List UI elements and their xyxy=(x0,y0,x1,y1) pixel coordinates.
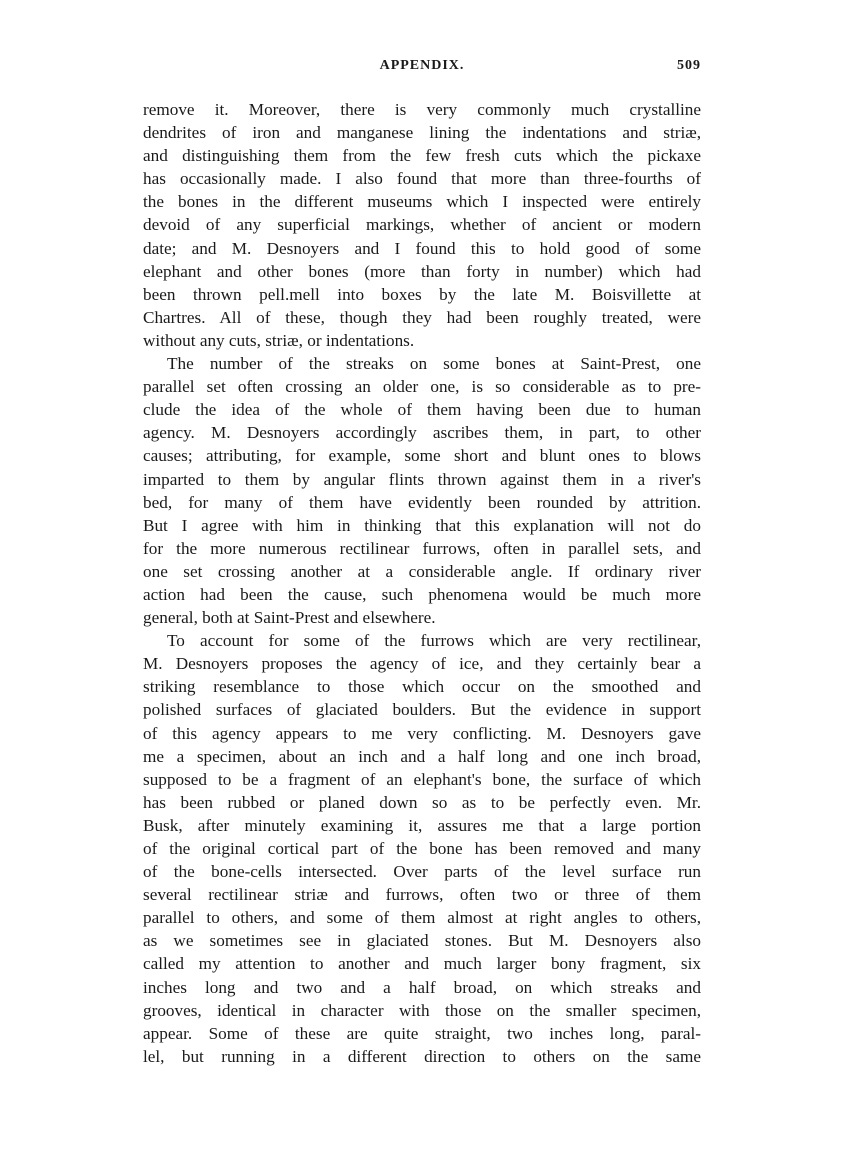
body-text xyxy=(143,98,701,1068)
text-line: several rectilinear striæ and furrows, often two or three of them xyxy=(143,885,701,905)
text-line: one set crossing another at a considerable angle. If ordinary river xyxy=(143,561,701,581)
text-line: of the bone-cells intersected. Over parts of the level surface run xyxy=(143,862,701,882)
running-header xyxy=(143,58,701,78)
paragraph xyxy=(143,629,701,1068)
text-line: has been rubbed or planed down so as to be perfectly even. Mr. xyxy=(143,792,701,812)
text-line: parallel to others, and some of them almost at right angles to others, xyxy=(143,908,701,928)
text-line: To account for some of the furrows which are very rectilinear, xyxy=(167,631,701,651)
text-line: appear. Some of these are quite straight, two inches long, paral- xyxy=(143,1023,701,1043)
text-line: for the more numerous rectilinear furrows, often in parallel sets, and xyxy=(143,538,701,558)
running-title: APPENDIX. xyxy=(379,58,465,73)
book-page xyxy=(143,58,701,1068)
text-line: causes; attributing, for example, some short and blunt ones to blows xyxy=(143,446,701,466)
text-line: imparted to them by angular flints thrown against them in a river's xyxy=(143,469,701,489)
text-line: without any cuts, striæ, or indentations. xyxy=(143,330,415,350)
text-line: agency. M. Desnoyers accordingly ascribes them, in part, to other xyxy=(143,423,701,443)
text-line: Chartres. All of these, though they had been roughly treated, were xyxy=(143,307,701,327)
text-line: remove it. Moreover, there is very commonly much crystalline xyxy=(143,100,701,119)
text-line: and distinguishing them from the few fresh cuts which the pickaxe xyxy=(143,146,701,166)
text-line: of the original cortical part of the bone has been removed and many xyxy=(143,839,701,858)
text-line: lel, but running in a different direction to others on the same xyxy=(143,1046,701,1066)
text-line: The number of the streaks on some bones at Saint-Prest, one xyxy=(167,354,701,374)
text-line: devoid of any superficial markings, whether of ancient or modern xyxy=(143,215,701,235)
text-line: But I agree with him in thinking that this explanation will not do xyxy=(143,515,701,535)
text-line: has occasionally made. I also found that more than three-fourths of xyxy=(143,169,701,189)
text-line: action had been the cause, such phenomena would be much more xyxy=(143,584,701,604)
text-line: M. Desnoyers proposes the agency of ice, and they certainly bear a xyxy=(143,654,701,674)
text-line: Busk, after minutely examining it, assures me that a large portion xyxy=(143,815,701,835)
paragraph xyxy=(143,352,701,629)
text-line: been thrown pell.mell into boxes by the late M. Boisvillette at xyxy=(143,284,701,304)
text-line: me a specimen, about an inch and a half long and one inch broad, xyxy=(143,746,701,766)
text-line: called my attention to another and much larger bony fragment, six xyxy=(143,954,701,974)
text-line: the bones in the different museums which I inspected were entirely xyxy=(143,192,701,212)
page-number: 509 xyxy=(677,58,701,73)
text-line: grooves, identical in character with those on the smaller specimen, xyxy=(143,1000,701,1020)
text-line: elephant and other bones (more than forty in number) which had xyxy=(143,261,701,281)
text-line: general, both at Saint-Prest and elsewhere. xyxy=(143,608,436,628)
text-line: clude the idea of the whole of them having been due to human xyxy=(143,400,701,420)
text-line: date; and M. Desnoyers and I found this to hold good of some xyxy=(143,238,701,258)
paragraph xyxy=(143,98,701,352)
text-line: bed, for many of them have evidently been rounded by attrition. xyxy=(143,492,701,512)
text-line: dendrites of iron and manganese lining the indentations and striæ, xyxy=(143,123,701,143)
text-line: inches long and two and a half broad, on which streaks and xyxy=(143,977,701,997)
text-line: supposed to be a fragment of an elephant's bone, the surface of which xyxy=(143,769,701,789)
text-line: striking resemblance to those which occur on the smoothed and xyxy=(143,677,701,697)
text-line: parallel set often crossing an older one, is so considerable as to pre- xyxy=(143,377,701,397)
text-line: polished surfaces of glaciated boulders. But the evidence in support xyxy=(143,700,701,720)
text-line: of this agency appears to me very conflicting. M. Desnoyers gave xyxy=(143,723,701,743)
text-line: as we sometimes see in glaciated stones. But M. Desnoyers also xyxy=(143,931,701,951)
